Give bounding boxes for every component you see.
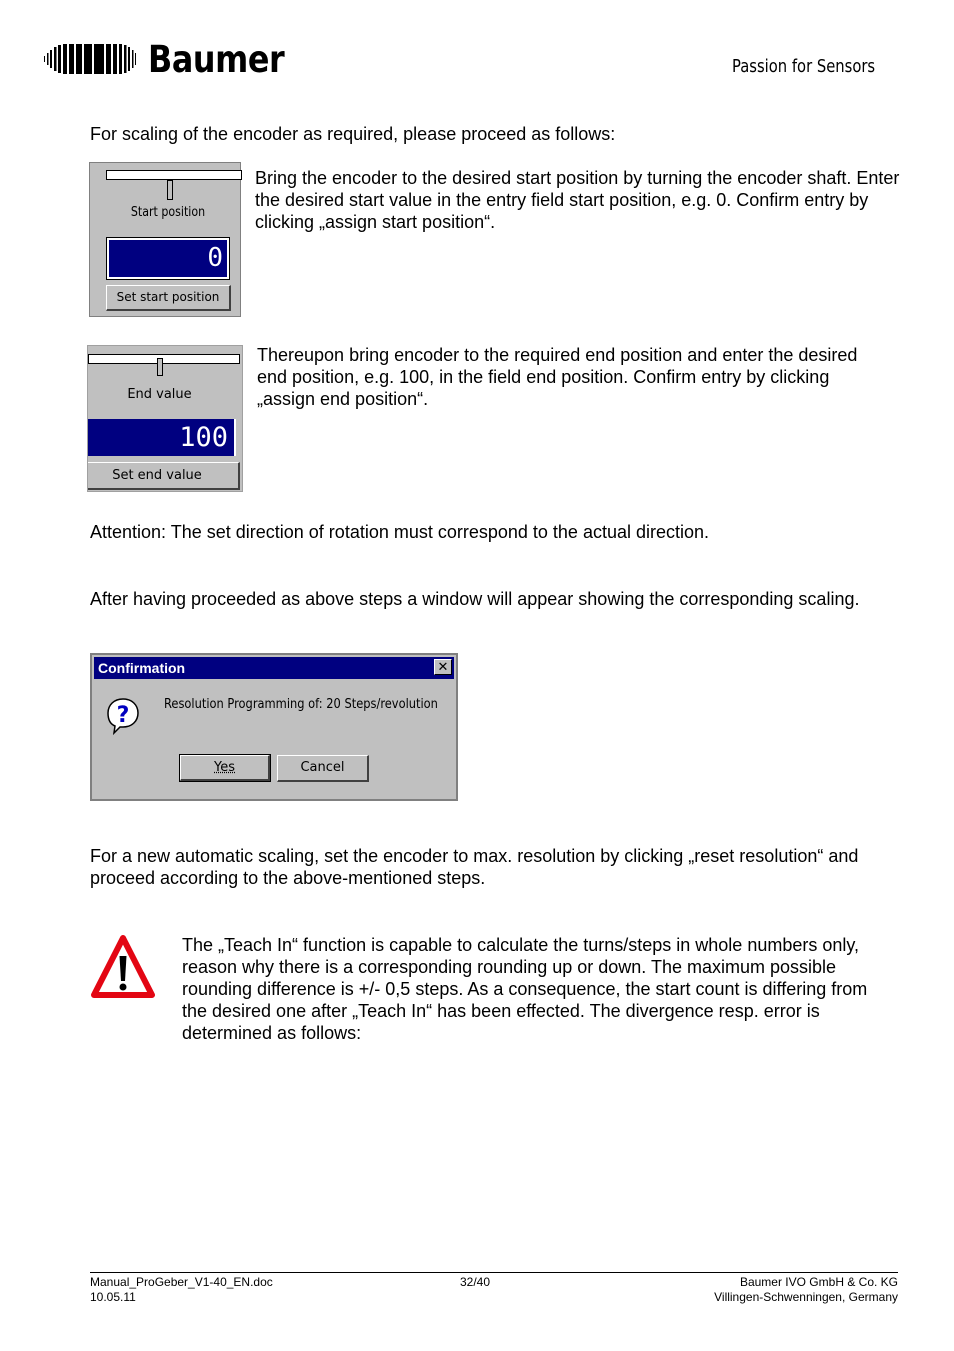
start-position-label: Start position — [130, 205, 206, 220]
start-position-panel — [89, 162, 241, 317]
dialog-title-bar — [94, 657, 454, 679]
set-start-position-button[interactable]: Set start position — [106, 285, 231, 311]
footer-divider — [90, 1272, 898, 1273]
set-end-value-button[interactable]: Set end value — [88, 462, 240, 490]
start-position-input[interactable]: 0 — [107, 238, 229, 279]
teach-in-warning-text: The „Teach In“ function is capable to calculate the turns/steps in whole numbers only, reason why there is a corresponding rounding up or down. The maximum possible rounding difference is +/- 0,5 steps. As a consequence, the start count is differing from the desired one after „Teach In“ has been effected. The divergence resp. error is determined as follows: — [182, 935, 868, 1043]
footer-filename: Manual_ProGeber_V1-40_EN.doc — [90, 1275, 273, 1289]
footer-company: Baumer IVO GmbH & Co. KG — [739, 1275, 898, 1289]
baumer-logo-mark — [44, 44, 136, 74]
svg-text:?: ? — [116, 703, 130, 728]
end-value-panel — [87, 345, 243, 492]
footer-location: Villingen-Schwenningen, Germany — [714, 1290, 898, 1304]
end-position-instructions: Thereupon bring encoder to the required end position and enter the desired end position, e.g. 100, in the field end position. Confirm entry by clicking „assign end position“. — [257, 345, 858, 409]
footer-date: 10.05.11 — [90, 1290, 136, 1304]
after-steps-text: After having proceeded as above steps a window will appear showing the corresponding scaling. — [90, 589, 860, 609]
start-position-instructions: Bring the encoder to the desired start position by turning the encoder shaft. Enter the desired start value in the entry field start position, e.g. 0. Confirm entry by clicking „assign start position“. — [255, 168, 900, 232]
yes-button[interactable] — [180, 755, 270, 781]
start-slider-track[interactable] — [106, 170, 242, 180]
brand-tagline: Passion for Sensors — [732, 56, 876, 77]
question-icon — [106, 697, 140, 735]
close-icon[interactable]: ✕ — [434, 659, 452, 675]
attention-note: Attention: The set direction of rotation must correspond to the actual direction. — [90, 522, 710, 542]
start-slider-thumb[interactable] — [167, 180, 173, 200]
confirmation-dialog — [90, 653, 458, 801]
yes-button-label: Yes — [214, 760, 235, 775]
cancel-button-label: Cancel — [300, 760, 345, 775]
dialog-title: Confirmation — [98, 660, 186, 676]
end-slider-track[interactable] — [88, 354, 240, 364]
warning-triangle-icon — [90, 934, 156, 1000]
brand-name: Baumer — [148, 38, 285, 81]
footer-page-number: 32/40 — [460, 1275, 491, 1289]
end-value-input[interactable]: 100 — [88, 419, 236, 456]
new-scaling-text: For a new automatic scaling, set the encoder to max. resolution by clicking „reset resolution“ and proceed according to the above-mentioned steps. — [90, 846, 859, 888]
intro-text: For scaling of the encoder as required, please proceed as follows: — [90, 124, 616, 144]
end-value-label: End value — [127, 387, 192, 402]
cancel-button[interactable] — [277, 755, 369, 782]
end-slider-thumb[interactable] — [157, 358, 163, 376]
dialog-message: Resolution Programming of: 20 Steps/revolution — [164, 697, 438, 712]
